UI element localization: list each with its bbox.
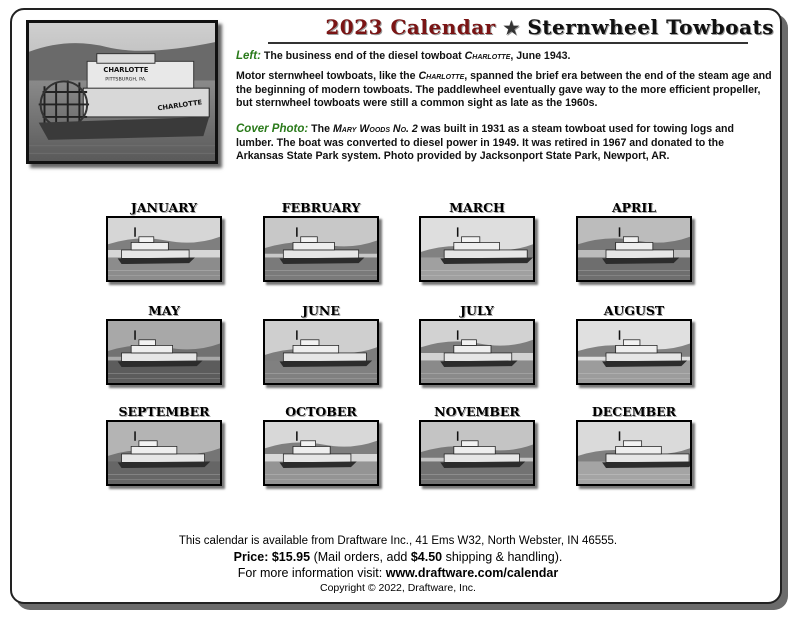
copyright: Copyright © 2022, Draftware, Inc. (320, 582, 476, 594)
month-photo-july (419, 319, 535, 385)
month-photo-june (263, 319, 379, 385)
website-link[interactable]: www.draftware.com/calendar (385, 566, 559, 580)
month-photo-november (419, 420, 535, 486)
month-label-august: AUGUST (603, 303, 665, 318)
info-text: For more information visit: (237, 566, 383, 580)
month-photo-october (263, 420, 379, 486)
cover-hull-name: CHARLOTTE (157, 98, 203, 113)
left-caption (236, 50, 774, 64)
month-label-january: JANUARY (130, 200, 198, 215)
month-photo-february (263, 216, 379, 282)
month-photo-january (106, 216, 222, 282)
month-photo-march (419, 216, 535, 282)
page-title (12, 15, 774, 39)
shipping-amount: $4.50 (410, 550, 443, 564)
month-label-february: FEBRUARY (281, 200, 361, 215)
month-label-july: JULY (460, 303, 494, 318)
left-label: Left: (236, 50, 261, 62)
shipping-text-1: (Mail orders, add (313, 550, 408, 564)
month-photo-august (576, 319, 692, 385)
cover-boat-name: Mary Woods No. 2 (332, 123, 418, 135)
month-label-march: MARCH (449, 200, 505, 215)
left-boat-name: Charlotte (464, 50, 511, 62)
info-line (12, 566, 784, 580)
month-label-december: DECEMBER (591, 404, 677, 419)
cover-sign-name: CHARLOTTE (103, 65, 149, 74)
month-label-may: MAY (148, 303, 180, 318)
cover-sign-home: PITTSBURGH, PA. (105, 77, 147, 83)
month-label-june: JUNE (302, 303, 340, 318)
month-label-september: SEPTEMBER (118, 404, 210, 419)
cover-photo (26, 20, 218, 164)
price-line (12, 550, 784, 564)
cover-text-2: was built in 1931 as a steam towboat used for towing logs and lumber. The boat was converted to diesel power in 1949. It was retired in 1967 and donated to the Arkansas State Park system. Photo provided by Jacksonport State Park, Newport, AR. (236, 123, 734, 162)
title-subject: Sternwheel Towboats (527, 15, 774, 39)
cover-text-1: The (311, 123, 330, 135)
availability-text: This calendar is available from Draftware Inc., 41 Ems W32, North Webster, IN 46555. (178, 535, 618, 547)
month-label-october: OCTOBER (285, 404, 357, 419)
title-underline (268, 42, 748, 44)
cover-caption (236, 123, 774, 164)
para2-boat-name: Charlotte (418, 70, 465, 82)
month-label-november: NOVEMBER (434, 404, 520, 419)
month-photo-april (576, 216, 692, 282)
month-photo-december (576, 420, 692, 486)
title-year: 2023 Calendar (325, 15, 496, 39)
cover-label: Cover Photo: (236, 123, 309, 135)
price: Price: $15.95 (233, 550, 311, 564)
left-text-1: The business end of the diesel towboat (263, 50, 462, 62)
history-paragraph (236, 70, 774, 111)
month-photo-may (106, 319, 222, 385)
calendar-card (10, 8, 782, 604)
shipping-text-2: shipping & handling). (445, 550, 563, 564)
para2-text-1: Motor sternwheel towboats, like the (236, 70, 416, 82)
month-photo-september (106, 420, 222, 486)
left-text-2: , June 1943. (510, 50, 571, 62)
star-icon: ★ (503, 18, 520, 39)
month-label-april: APRIL (611, 200, 657, 215)
para2-text-2: , spanned the brief era between the end of the steam age and the beginning of modern towboats. The paddlewheel eventually gave way to the more efficient propeller, but sternwheel towboats were still a common sight as late as the 1960s. (236, 70, 772, 109)
